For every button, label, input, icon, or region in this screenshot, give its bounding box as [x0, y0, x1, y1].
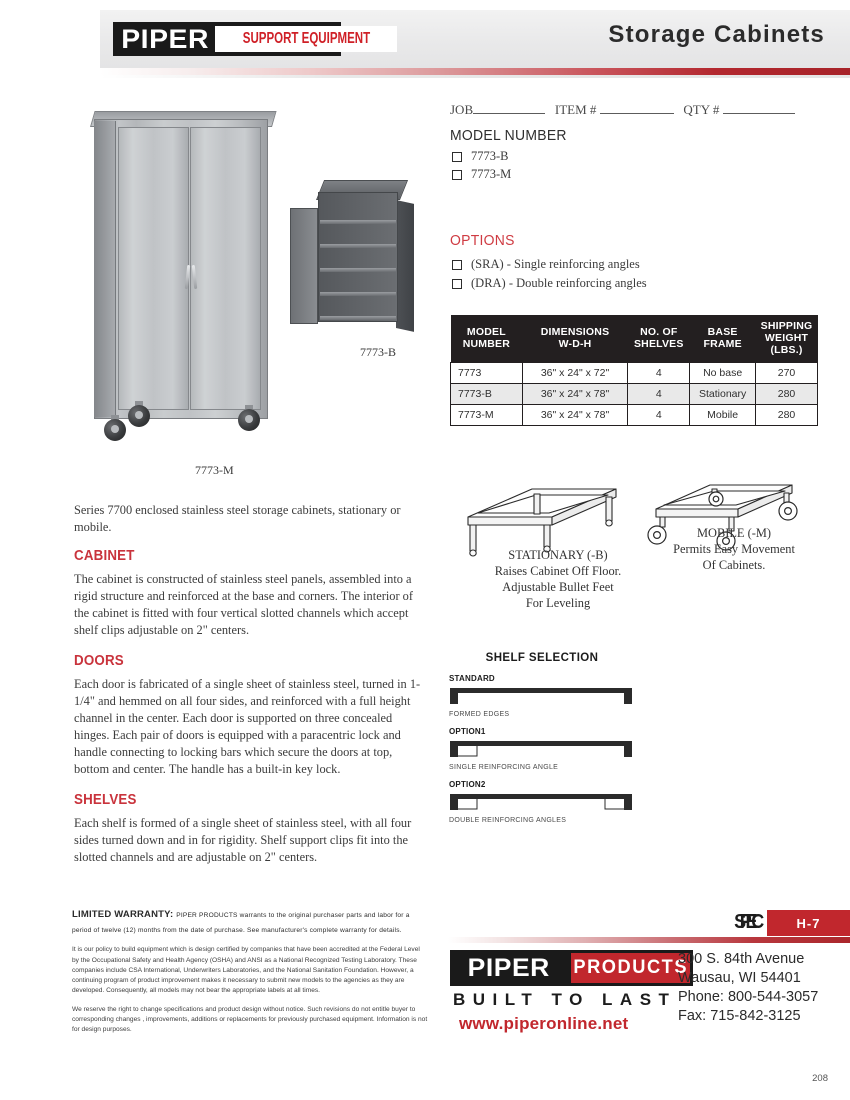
cell-model: 7773-B — [451, 384, 523, 405]
logo-support-equipment-text: SUPPORT EQUIPMENT — [242, 30, 370, 47]
cabinet-photo-7773-b — [288, 178, 414, 338]
page-section-tab: H-7 — [767, 910, 850, 936]
shelf-desc-option2: DOUBLE REINFORCING ANGLES — [449, 817, 567, 824]
shelf-desc-option1: SINGLE REINFORCING ANGLE — [449, 764, 559, 771]
base-frame-diagrams — [448, 483, 820, 633]
warranty-text-block — [72, 908, 428, 1043]
cell-base: Stationary — [690, 384, 756, 405]
logo-piper-box — [450, 950, 568, 986]
job-label: JOB — [450, 102, 474, 117]
checkbox-label: 7773-B — [471, 149, 509, 163]
interior-shelf — [320, 244, 396, 248]
shelf-option-label-option1: OPTION1 — [449, 727, 486, 736]
table-row — [451, 363, 818, 384]
model-number-heading: MODEL NUMBER — [450, 127, 567, 144]
company-footer-block — [450, 946, 850, 1046]
description-column — [74, 502, 426, 880]
caption-7773-b: 7773-B — [360, 345, 396, 359]
cell-model: 7773-M — [451, 405, 523, 426]
item-label: ITEM # — [554, 102, 597, 117]
page-title: Storage Cabinets — [608, 21, 825, 48]
limited-warranty-body: PIPER PRODUCTS warrants to the original purchaser parts and labor for a period of twelve (12) months from the date of purchase. See manufacturer's complete warranty for details. — [72, 912, 410, 934]
checkbox-sra[interactable] — [452, 260, 462, 270]
company-address — [678, 950, 818, 1027]
cell-dimensions: 36" x 24" x 78" — [522, 405, 628, 426]
section-body-doors: Each door is fabricated of a single sheet of stainless steel, turned in 1-1/4" and hemmed on all four sides, and reinforced with a full height channel in the center. Each door is supported on three concealed hinges. Each pair of doors is equipped with a paracentric lock and handle connecting to locking bars which secure the doors at top, bottom and center. The handle has a built-in key lock. — [74, 676, 421, 776]
header-red-rule — [100, 68, 850, 75]
checkbox-label: (SRA) - Single reinforcing angles — [471, 257, 640, 271]
shelf-profile-standard — [448, 686, 634, 708]
cell-weight: 270 — [756, 363, 818, 384]
product-photo-area — [70, 95, 432, 490]
header-model-number: MODEL NUMBER — [451, 315, 523, 363]
open-cabinet-door — [290, 208, 318, 324]
shelf-selection-section — [448, 652, 648, 833]
cell-model: 7773 — [451, 363, 523, 384]
options-heading: OPTIONS — [450, 232, 515, 249]
job-input-rule[interactable] — [473, 100, 545, 114]
caster-front-right — [238, 405, 260, 431]
address-city-state: Wausau, WI 54401 — [678, 970, 801, 987]
specifications-table — [450, 315, 818, 426]
cabinet-left-side-panel — [94, 121, 116, 417]
cabinet-photo-7773-m — [88, 105, 274, 433]
cell-dimensions: 36" x 24" x 78" — [522, 384, 628, 405]
warranty-paragraph-2: It is our policy to build equipment which is design certified by companies that have been accredited at the Federal Level by the Occupational Safety and Health Agency (OSHA) and ANSI as a National Recognized Testing Laboratory. These companies include CSA International, Underwriters Laboratories, and the National Sanitation Foundation. However, a continuing program of product improvement makes it necessary to submit new models to the agencies as they are developed. Consequently, all models may not bear the appropriate labels at all times. — [72, 946, 420, 995]
logo-piper-word: PIPER — [467, 953, 551, 982]
cell-base: Mobile — [690, 405, 756, 426]
header-shipping-weight: SHIPPING WEIGHT (LBS.) — [756, 315, 818, 363]
spec-monogram: SPEC — [734, 910, 758, 933]
footer-red-rule — [448, 937, 850, 943]
option-checkbox-row-sra[interactable] — [452, 257, 640, 272]
header-base-frame: BASE FRAME — [690, 315, 756, 363]
interior-shelf — [320, 220, 396, 224]
stationary-name: STATIONARY (-B) — [508, 548, 608, 562]
shelf-profile-option1 — [448, 739, 634, 761]
caster-rear-left — [128, 401, 150, 427]
checkbox-dra[interactable] — [452, 279, 462, 289]
phone-number: Phone: 800-544-3057 — [678, 989, 819, 1006]
logo-support-box — [215, 26, 398, 52]
limited-warranty-heading: LIMITED WARRANTY: — [72, 909, 174, 920]
table-row — [451, 384, 818, 405]
section-body-shelves: Each shelf is formed of a single sheet of stainless steel, with all four sides turned down and in for rigidity. Shelf support clips fit into the slotted channels and are adjustable on 2" centers. — [74, 815, 412, 864]
interior-shelf — [320, 316, 396, 320]
table-header-row — [451, 315, 818, 363]
checkbox-7773-m[interactable] — [452, 170, 462, 180]
stationary-frame-drawing — [468, 489, 616, 556]
website-url[interactable]: www.piperonline.net — [459, 1014, 629, 1033]
mobile-line2: Permits Easy Movement — [673, 542, 795, 557]
caption-7773-m: 7773-M — [195, 463, 234, 477]
mobile-line3: Of Cabinets. — [702, 558, 766, 573]
cabinet-door-right — [190, 127, 261, 410]
item-input-rule[interactable] — [600, 100, 674, 114]
qty-input-rule[interactable] — [723, 100, 795, 114]
stationary-frame-caption — [458, 547, 658, 612]
cell-weight: 280 — [756, 405, 818, 426]
intro-paragraph: Series 7700 enclosed stainless steel storage cabinets, stationary or mobile. — [74, 503, 401, 534]
section-heading-cabinet: CABINET — [74, 547, 135, 564]
mobile-frame-caption — [648, 525, 820, 573]
option-checkbox-row-dra[interactable] — [452, 276, 647, 291]
caster-front-left — [104, 415, 126, 441]
section-heading-shelves: SHELVES — [74, 791, 137, 808]
brand-tagline: BUILT TO LAST — [453, 990, 677, 1009]
cell-base: No base — [690, 363, 756, 384]
logo-piper-text: PIPER — [121, 23, 209, 54]
cell-weight: 280 — [756, 384, 818, 405]
cell-shelves: 4 — [628, 363, 690, 384]
logo-products-box — [568, 950, 693, 986]
piper-support-equipment-logo — [113, 22, 370, 56]
header-no-of-shelves: NO. OF SHELVES — [628, 315, 690, 363]
shelf-desc-standard: FORMED EDGES — [449, 711, 510, 718]
shelf-profile-option2 — [448, 792, 634, 814]
cell-shelves: 4 — [628, 405, 690, 426]
open-cabinet-interior — [318, 192, 398, 322]
interior-shelf — [320, 268, 396, 272]
limited-warranty-paragraph — [72, 908, 428, 937]
interior-shelf — [320, 292, 396, 296]
checkbox-label: (DRA) - Double reinforcing angles — [471, 276, 647, 290]
table-row — [451, 405, 818, 426]
section-body-cabinet: The cabinet is constructed of stainless steel panels, assembled into a rigid structure and reinforced at the base and corners. The interior of the cabinet is fitted with four vertical slotted channels which accept shelf clips adjustable on 2" centers. — [74, 571, 413, 637]
qty-label: QTY # — [683, 102, 720, 117]
header-dimensions: DIMENSIONS W-D-H — [522, 315, 628, 363]
section-heading-doors: DOORS — [74, 652, 124, 669]
logo-products-word: PRODUCTS — [573, 957, 689, 978]
stationary-line4: For Leveling — [525, 596, 591, 611]
header-rule-shadow — [100, 75, 850, 78]
model-checkbox-row-0[interactable] — [452, 149, 509, 164]
order-form-line — [450, 100, 820, 118]
cell-dimensions: 36" x 24" x 72" — [522, 363, 628, 384]
cabinet-door-left — [118, 127, 189, 410]
stationary-line3: Adjustable Bullet Feet — [502, 580, 614, 595]
open-cabinet-side — [396, 200, 414, 332]
stationary-line2: Raises Cabinet Off Floor. — [494, 564, 622, 579]
shelf-selection-title: SHELF SELECTION — [485, 652, 599, 664]
mobile-name: MOBILE (-M) — [697, 526, 771, 540]
model-checkbox-row-1[interactable] — [452, 167, 511, 182]
piper-products-logo — [450, 950, 689, 986]
checkbox-7773-b[interactable] — [452, 152, 462, 162]
cell-shelves: 4 — [628, 384, 690, 405]
shelf-option-label-option2: OPTION2 — [449, 780, 486, 789]
shelf-option-label-standard: STANDARD — [449, 674, 495, 683]
address-street: 300 S. 84th Avenue — [678, 951, 805, 967]
cabinet-door-handles — [183, 265, 199, 291]
checkbox-label: 7773-M — [471, 167, 512, 181]
page-number: 208 — [812, 1073, 828, 1084]
fax-number: Fax: 715-842-3125 — [678, 1008, 801, 1025]
warranty-paragraph-3: We reserve the right to change specifications and product design without notice. Such revisions do not entitle buyer to corresponding changes , improvements, additions or replacements for previously purchased equipment. Information is not for design purposes. — [72, 1005, 428, 1033]
